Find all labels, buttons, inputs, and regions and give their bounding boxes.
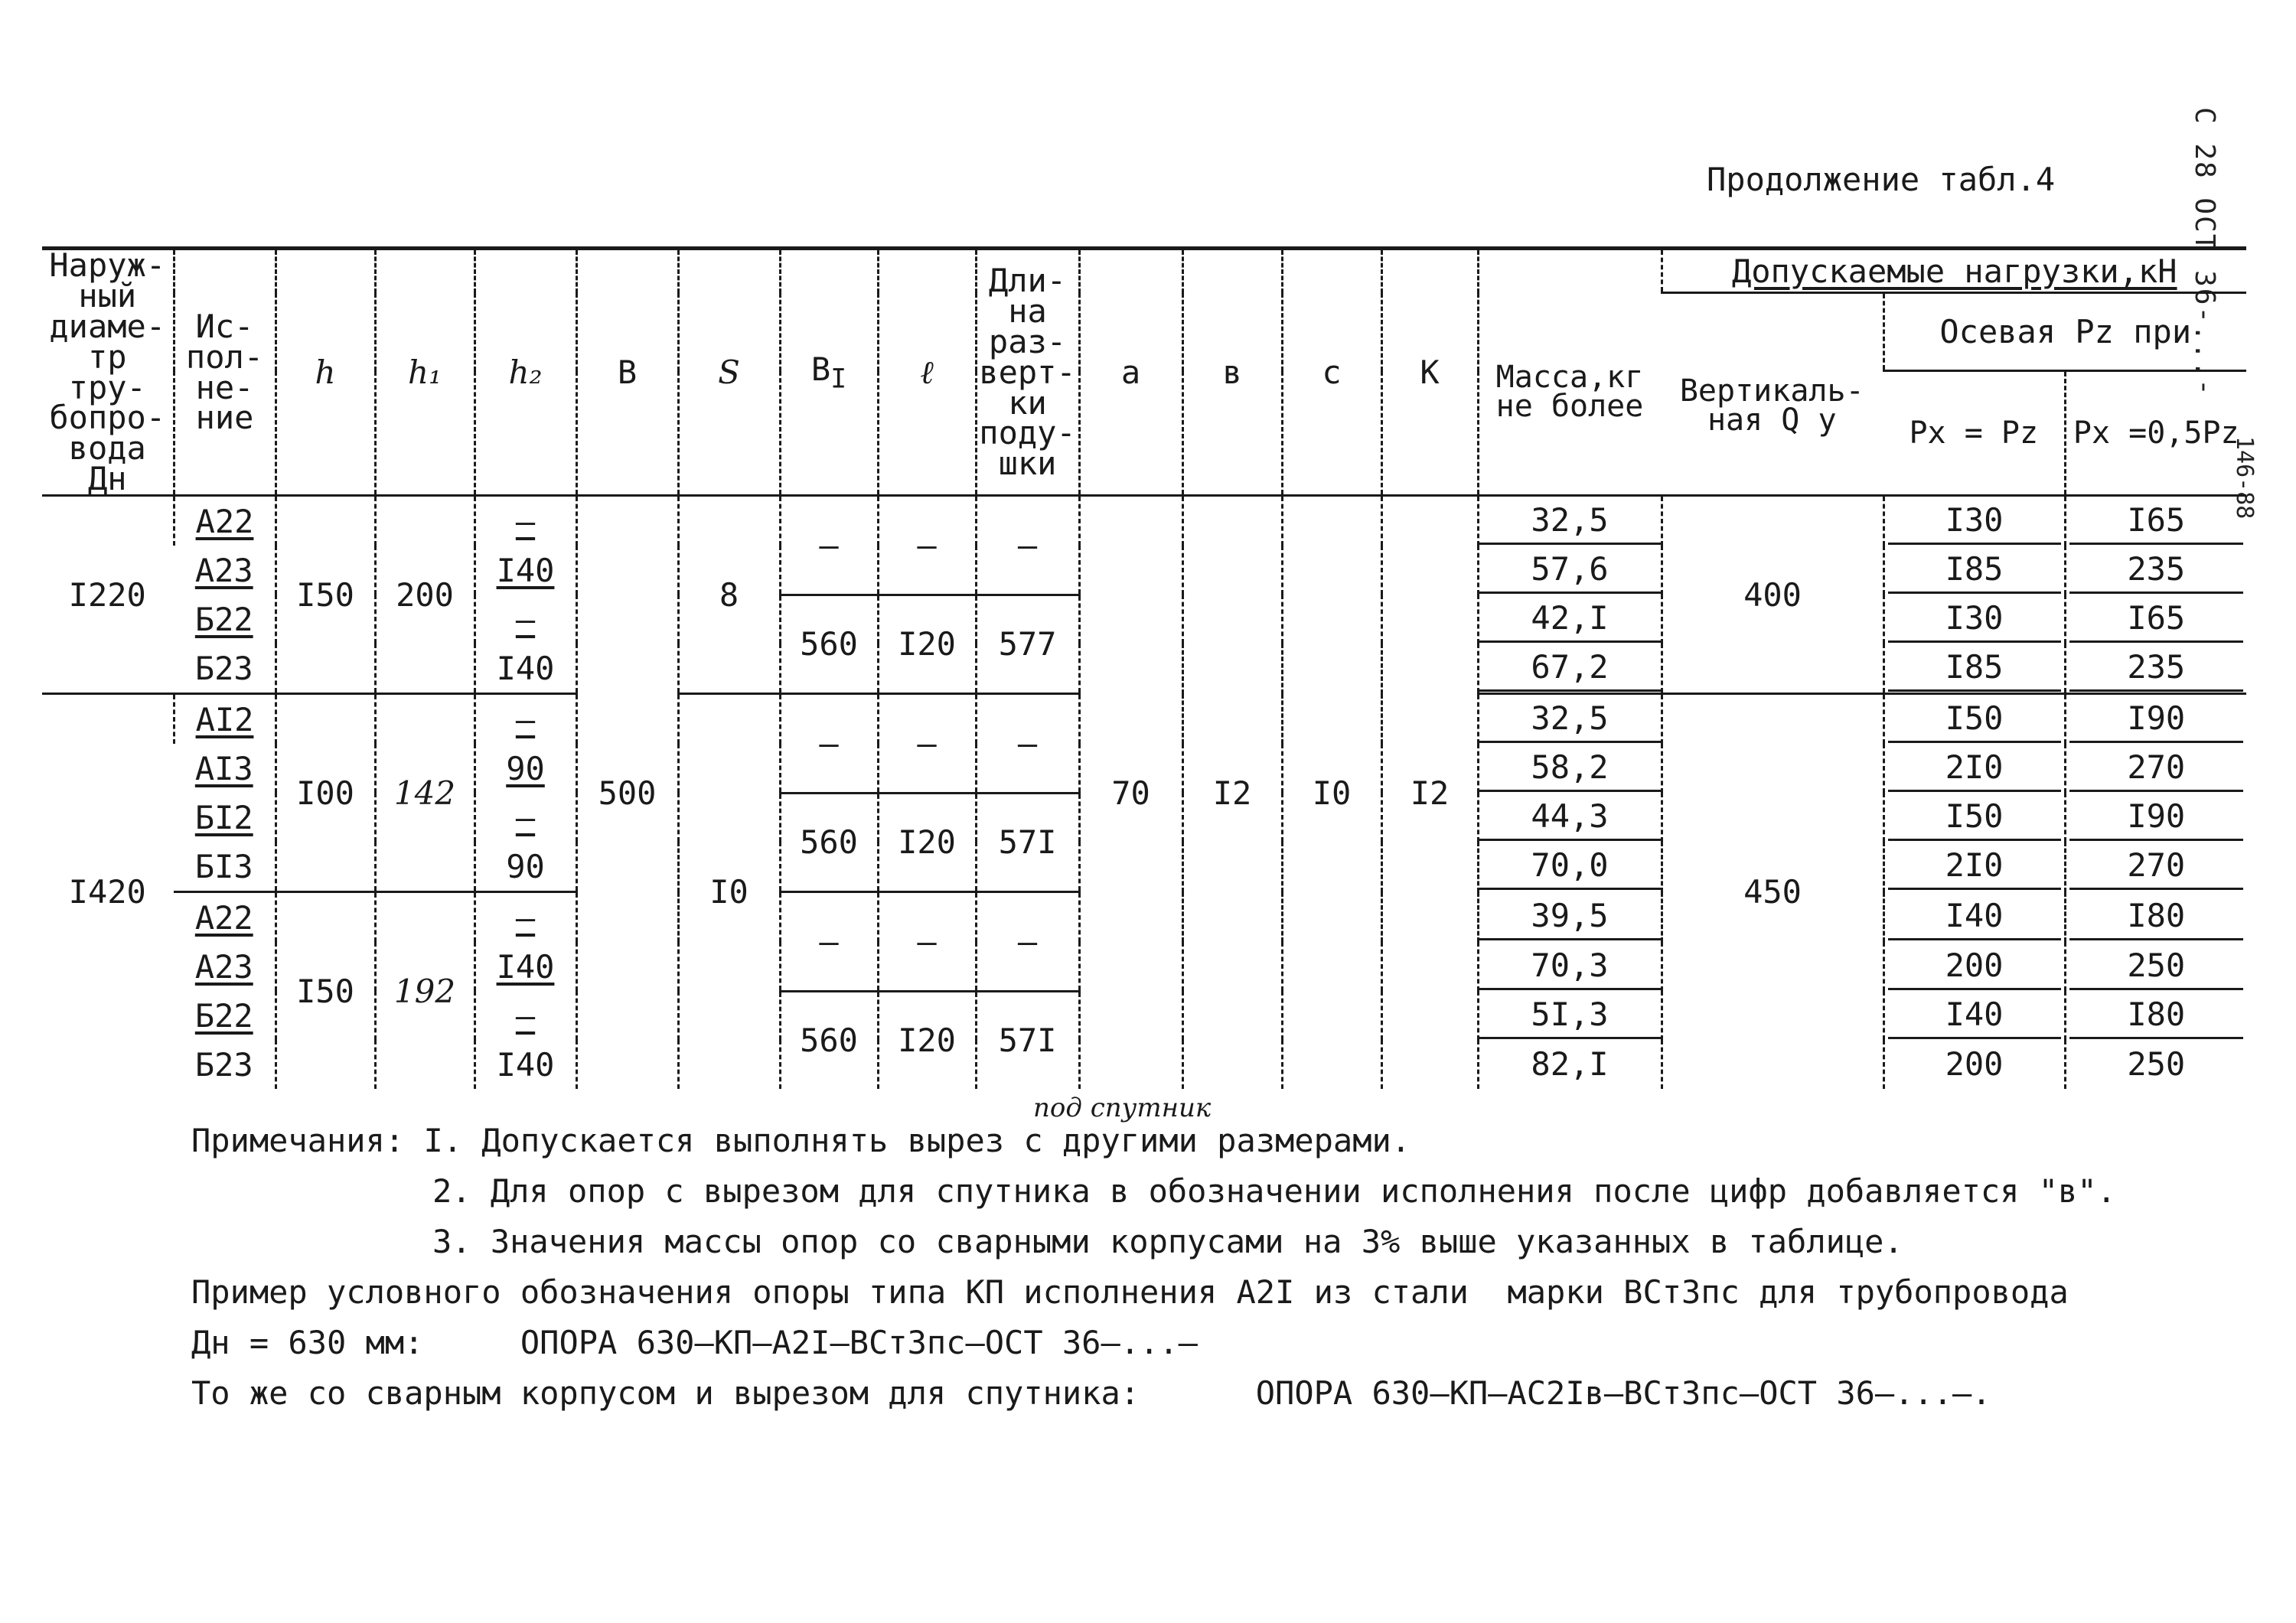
- header-b1: $B_I$: [780, 249, 878, 496]
- diameter-1220: I220: [42, 496, 174, 694]
- h2-cell: –: [475, 694, 576, 745]
- note-3: 3. Значения массы опор со сварными корпусами на 3% выше указанных в таблице.: [432, 1223, 1903, 1260]
- load-eq-cell: I50: [1883, 694, 2065, 745]
- load-half-cell: 250: [2065, 1040, 2246, 1089]
- note-2: 2. Для опор с вырезом для спутника в обозначении исполнения после цифр добавляется "в".: [432, 1172, 2116, 1210]
- variant-cell: Б22: [194, 600, 253, 638]
- load-half-cell: I65: [2065, 496, 2246, 546]
- load-eq-cell: 2I0: [1883, 744, 2065, 793]
- vertical-load-cell: 400: [1662, 496, 1883, 694]
- mass-cell: 57,6: [1478, 546, 1662, 595]
- b1-cell: 560: [780, 595, 878, 694]
- mass-cell: 39,5: [1478, 892, 1662, 943]
- b1-cell: –: [780, 694, 878, 794]
- h1-cell: 192: [375, 892, 475, 1090]
- header-px-eq: Px = Pz: [1883, 371, 2065, 496]
- k-cell: I2: [1381, 496, 1478, 1090]
- diameter-1420: I420: [68, 873, 146, 911]
- mass-cell: 32,5: [1478, 694, 1662, 745]
- load-half-cell: I80: [2065, 991, 2246, 1040]
- dimensions-table: [42, 246, 2246, 1089]
- header-v: в: [1182, 249, 1282, 496]
- notes-label: Примечания:: [191, 1122, 405, 1159]
- header-axial: Осевая Pz при: [1883, 293, 2246, 371]
- h-cell: I50: [276, 892, 375, 1090]
- load-eq-cell: I50: [1883, 793, 2065, 842]
- h2-cell: I40: [475, 942, 576, 991]
- load-half-cell: I90: [2065, 793, 2246, 842]
- header-diameter: Наруж-ный диаме-тр тру-бопро-вода Дн: [42, 249, 174, 496]
- vertical-load-cell: 450: [1662, 694, 1883, 1090]
- c-cell: I0: [1282, 496, 1381, 1090]
- load-eq-cell: I85: [1883, 546, 2065, 595]
- h2-cell: 90: [475, 842, 576, 892]
- b1-cell: –: [780, 496, 878, 595]
- header-h: h: [276, 249, 375, 496]
- margin-document-number: 146-88: [2231, 436, 2258, 520]
- header-s: S: [678, 249, 780, 496]
- h2-cell: I40: [475, 546, 576, 595]
- mass-cell: 42,I: [1478, 595, 1662, 644]
- l-cell: I20: [878, 991, 976, 1089]
- h2-cell: –: [475, 496, 576, 546]
- header-b: B: [576, 249, 678, 496]
- variant-cell: БI3: [174, 842, 276, 892]
- variant-cell: АI2: [174, 694, 276, 745]
- v-cell: I2: [1182, 496, 1282, 1090]
- b-cell: 500: [576, 496, 678, 1090]
- h1-cell: 142: [375, 694, 475, 892]
- pad-cell: 577: [976, 595, 1079, 694]
- load-eq-cell: 200: [1883, 1040, 2065, 1089]
- h2-cell: –: [475, 793, 576, 842]
- load-eq-cell: I85: [1883, 644, 2065, 694]
- mass-cell: 70,3: [1478, 942, 1662, 991]
- load-half-cell: 235: [2065, 546, 2246, 595]
- variant-cell: А22: [174, 496, 276, 546]
- l-cell: –: [878, 892, 976, 992]
- l-cell: –: [878, 496, 976, 595]
- pad-cell: 57I: [976, 991, 1079, 1089]
- example-line-2: Дн = 630 мм: ОПОРА 630–КП–А2I–ВСт3пс–ОСТ 36–...–: [191, 1324, 1198, 1361]
- variant-cell: Б22: [194, 996, 253, 1035]
- mass-cell: 58,2: [1478, 744, 1662, 793]
- variant-cell: А23: [194, 947, 253, 986]
- header-px-half: Px =0,5Pz: [2065, 371, 2246, 496]
- header-l: ℓ: [878, 249, 976, 496]
- a-cell: 70: [1079, 496, 1182, 1090]
- h2-cell: I40: [475, 644, 576, 694]
- load-eq-cell: I30: [1883, 595, 2065, 644]
- page-heading: Продолжение табл.4: [1707, 161, 2056, 198]
- b1-cell: 560: [780, 991, 878, 1089]
- variant-cell: Б23: [194, 1045, 253, 1084]
- load-half-cell: I90: [2065, 694, 2246, 745]
- mass-cell: 44,3: [1478, 793, 1662, 842]
- header-variant: Ис-пол-не-ние: [174, 249, 276, 496]
- load-half-cell: 270: [2065, 842, 2246, 892]
- variant-cell: А22: [194, 898, 253, 937]
- load-half-cell: I80: [2065, 892, 2246, 943]
- h1-cell: 200: [375, 496, 475, 694]
- header-h2: h₂: [475, 249, 576, 496]
- variant-cell: А23: [194, 551, 253, 589]
- h2-cell: –: [475, 595, 576, 644]
- mass-cell: 5I,3: [1478, 991, 1662, 1040]
- example-line-1: Пример условного обозначения опоры типа КП исполнения А2I из стали марки ВСт3пс для трубопровода: [191, 1273, 2069, 1311]
- s-cell: I0: [678, 694, 780, 1090]
- l-cell: –: [878, 694, 976, 794]
- header-pad-length: Дли-на раз-верт-ки поду-шки: [976, 249, 1079, 496]
- load-eq-cell: I30: [1883, 496, 2065, 546]
- handwritten-insert: под спутник: [1033, 1093, 1212, 1123]
- margin-document-code: С 28 ОСТ 36-...-: [2189, 107, 2220, 397]
- b1-cell: 560: [780, 793, 878, 892]
- header-vertical: Вертикаль-ная Q y: [1662, 293, 1883, 496]
- header-k: K: [1381, 249, 1478, 496]
- notes-block: [191, 1116, 2116, 1419]
- mass-cell: 70,0: [1478, 842, 1662, 892]
- load-eq-cell: I40: [1883, 991, 2065, 1040]
- example-line-3: То же со сварным корпусом и вырезом для спутника: ОПОРА 630–КП–АС2Iв–ВСт3пс–ОСТ 36–...–.: [191, 1374, 1991, 1412]
- load-eq-cell: I40: [1883, 892, 2065, 943]
- header-c: c: [1282, 249, 1381, 496]
- s-cell: 8: [678, 496, 780, 694]
- b1-cell: –: [780, 892, 878, 992]
- load-eq-cell: 200: [1883, 942, 2065, 991]
- load-eq-cell: 2I0: [1883, 842, 2065, 892]
- h-cell: I00: [276, 694, 375, 892]
- load-half-cell: 250: [2065, 942, 2246, 991]
- variant-cell: БI2: [194, 798, 253, 836]
- header-h1: h₁: [375, 249, 475, 496]
- variant-cell: Б23: [174, 644, 276, 694]
- header-loads: Допускаемые нагрузки,кН: [1662, 249, 2246, 293]
- pad-cell: 57I: [976, 793, 1079, 892]
- mass-cell: 82,I: [1478, 1040, 1662, 1089]
- h2-cell: –: [475, 991, 576, 1040]
- load-half-cell: 270: [2065, 744, 2246, 793]
- l-cell: I20: [878, 595, 976, 694]
- pad-cell: –: [976, 694, 1079, 794]
- load-half-cell: I65: [2065, 595, 2246, 644]
- header-a: a: [1079, 249, 1182, 496]
- pad-cell: –: [976, 496, 1079, 595]
- variant-cell: АI3: [194, 749, 253, 787]
- l-cell: I20: [878, 793, 976, 892]
- h2-cell: 90: [475, 744, 576, 793]
- h2-cell: –: [475, 892, 576, 943]
- h2-cell: I40: [475, 1040, 576, 1089]
- mass-cell: 67,2: [1478, 644, 1662, 694]
- note-1: Примечания: I. Допускается выполнять вырез с другими размерами.: [191, 1122, 1411, 1159]
- mass-cell: 32,5: [1478, 496, 1662, 546]
- load-half-cell: 235: [2065, 644, 2246, 694]
- pad-cell: –: [976, 892, 1079, 992]
- header-mass: Масса,кг не более: [1478, 249, 1662, 496]
- h-cell: I50: [276, 496, 375, 694]
